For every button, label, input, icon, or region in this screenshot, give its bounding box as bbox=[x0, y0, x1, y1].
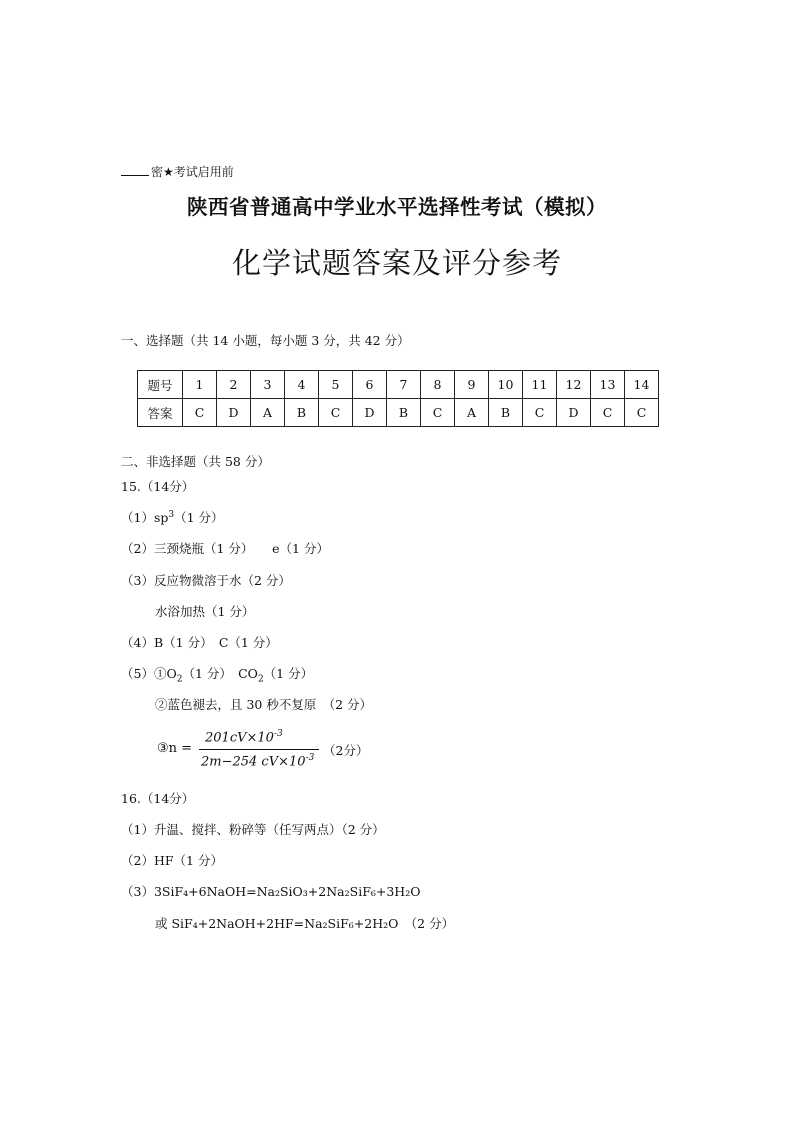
q16-line-2: （2）HF（1 分） bbox=[121, 853, 223, 868]
q-cell: 6 bbox=[353, 371, 387, 399]
q16-title: 16.（14分） bbox=[121, 791, 195, 806]
question-number-row bbox=[138, 371, 659, 399]
q15-l5-b: （1 分） CO bbox=[182, 666, 258, 681]
q16-line-3b: 或 SiF₄+2NaOH+2HF=Na₂SiF₆+2H₂O （2 分） bbox=[155, 916, 455, 931]
a-cell: D bbox=[353, 399, 387, 427]
q15-l5-sub1: 2 bbox=[176, 674, 183, 685]
a-cell: B bbox=[387, 399, 421, 427]
formula-numerator bbox=[205, 729, 283, 745]
a-cell: C bbox=[421, 399, 455, 427]
q15-l5-c: （1 分） bbox=[263, 666, 314, 681]
denominator-text: 2m−254 cV×10 bbox=[201, 754, 306, 770]
a-cell: C bbox=[625, 399, 659, 427]
row-label-answer: 答案 bbox=[138, 399, 183, 427]
row-label-question: 题号 bbox=[138, 371, 183, 399]
answer-key-title: 化学试题答案及评分参考 bbox=[231, 246, 562, 280]
answer-row bbox=[138, 399, 659, 427]
q-cell: 13 bbox=[591, 371, 625, 399]
confidential-label bbox=[121, 163, 234, 180]
q-cell: 11 bbox=[523, 371, 557, 399]
blank-line bbox=[121, 165, 149, 176]
q15-title: 15.（14分） bbox=[121, 479, 195, 494]
q15-line-5 bbox=[121, 664, 313, 685]
exam-title: 陕西省普通高中学业水平选择性考试（模拟） bbox=[187, 195, 607, 219]
q15-l1-sup: 3 bbox=[168, 509, 175, 520]
a-cell: C bbox=[319, 399, 353, 427]
fraction-bar bbox=[199, 749, 319, 750]
q15-l1-points: （1 分） bbox=[174, 510, 224, 525]
q15-line-4: （4）B（1 分） C（1 分） bbox=[121, 635, 278, 650]
q-cell: 12 bbox=[557, 371, 591, 399]
q-cell: 3 bbox=[251, 371, 285, 399]
q-cell: 10 bbox=[489, 371, 523, 399]
q-cell: 2 bbox=[217, 371, 251, 399]
q-cell: 4 bbox=[285, 371, 319, 399]
q15-line-3b: 水浴加热（1 分） bbox=[155, 604, 255, 619]
a-cell: C bbox=[591, 399, 625, 427]
q15-line-2: （2）三颈烧瓶（1 分） e（1 分） bbox=[121, 541, 329, 556]
section1-heading: 一、选择题（共 14 小题，每小题 3 分，共 42 分） bbox=[121, 333, 410, 348]
q15-l1-text: （1）sp bbox=[121, 510, 169, 525]
q-cell: 9 bbox=[455, 371, 489, 399]
q-cell: 14 bbox=[625, 371, 659, 399]
a-cell: A bbox=[251, 399, 285, 427]
answer-table bbox=[137, 370, 659, 427]
a-cell: B bbox=[489, 399, 523, 427]
formula-denominator bbox=[201, 753, 314, 769]
confidential-text: 密★考试启用前 bbox=[151, 165, 234, 179]
q15-line-3: （3）反应物微溶于水（2 分） bbox=[121, 573, 291, 588]
formula-points: （2分） bbox=[323, 743, 369, 758]
a-cell: A bbox=[455, 399, 489, 427]
q16-line-3: （3）3SiF₄+6NaOH=Na₂SiO₃+2Na₂SiF₆+3H₂O bbox=[121, 884, 421, 899]
numerator-text: 201cV×10 bbox=[205, 730, 274, 746]
q-cell: 5 bbox=[319, 371, 353, 399]
q-cell: 7 bbox=[387, 371, 421, 399]
formula-lhs: ③n = bbox=[157, 741, 193, 756]
numerator-exp: -3 bbox=[273, 729, 283, 739]
section2-heading: 二、非选择题（共 58 分） bbox=[121, 454, 270, 469]
a-cell: C bbox=[523, 399, 557, 427]
q15-l5-sub2: 2 bbox=[257, 674, 264, 685]
q15-line-5b: ②蓝色褪去，且 30 秒不复原 （2 分） bbox=[155, 697, 373, 712]
q16-line-1: （1）升温、搅拌、粉碎等（任写两点）（2 分） bbox=[121, 822, 385, 837]
q15-line-1 bbox=[121, 508, 224, 526]
a-cell: D bbox=[557, 399, 591, 427]
q-cell: 1 bbox=[183, 371, 217, 399]
a-cell: B bbox=[285, 399, 319, 427]
a-cell: C bbox=[183, 399, 217, 427]
q-cell: 8 bbox=[421, 371, 455, 399]
denominator-exp: -3 bbox=[305, 753, 315, 763]
a-cell: D bbox=[217, 399, 251, 427]
q15-l5-a: （5）①O bbox=[121, 666, 177, 681]
